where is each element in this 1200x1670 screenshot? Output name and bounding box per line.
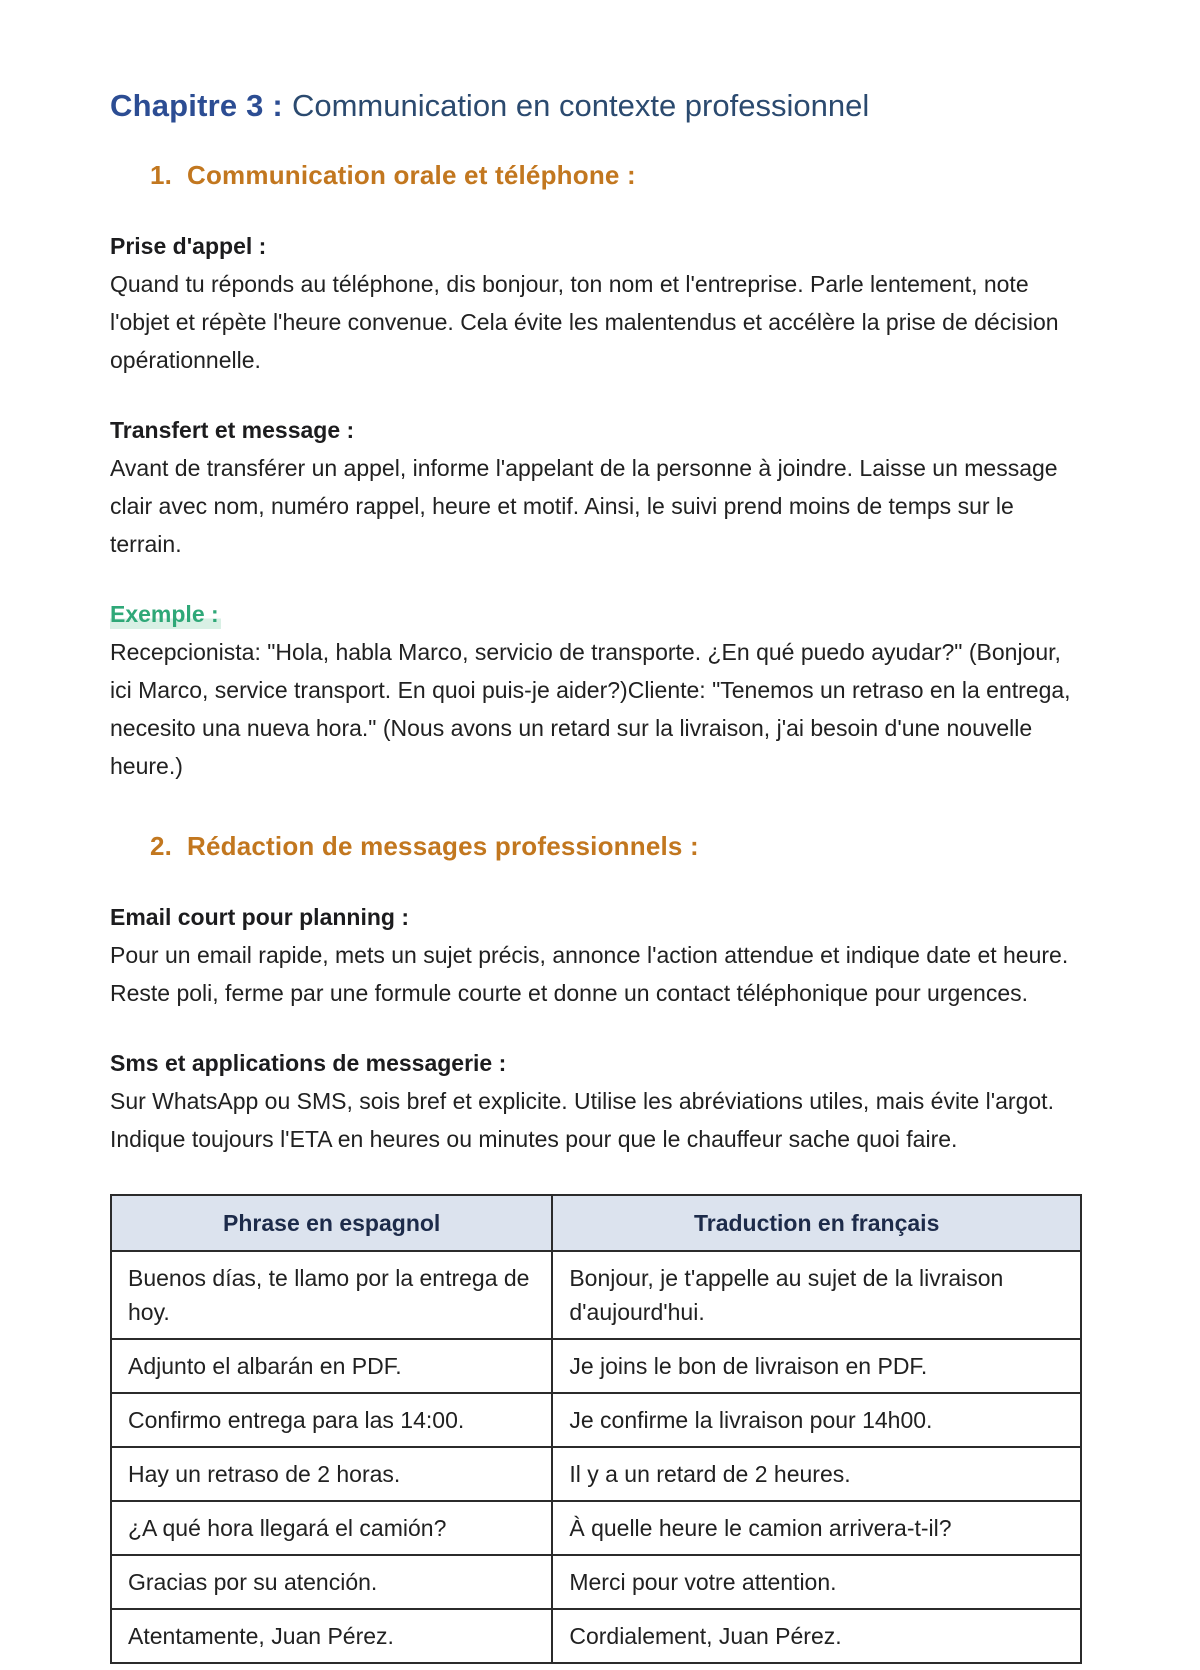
table-cell: Hay un retraso de 2 horas.	[111, 1447, 552, 1501]
table-row	[111, 1501, 1081, 1555]
sections-container	[110, 160, 1088, 1158]
table-row	[111, 1609, 1081, 1663]
table-cell: Atentamente, Juan Pérez.	[111, 1609, 552, 1663]
table-cell: Je joins le bon de livraison en PDF.	[552, 1339, 1081, 1393]
block-heading: Sms et applications de messagerie :	[110, 1050, 507, 1076]
block-heading: Email court pour planning :	[110, 904, 409, 930]
section-heading	[150, 160, 1088, 191]
block-heading: Transfert et message :	[110, 417, 355, 443]
example-label: Exemple :	[110, 601, 219, 627]
phrases-table	[110, 1194, 1082, 1664]
section-heading-text: Communication orale et téléphone :	[187, 160, 636, 190]
table-row	[111, 1251, 1081, 1339]
table-cell: Buenos días, te llamo por la entrega de hoy.	[111, 1251, 552, 1339]
paragraph: Recepcionista: "Hola, habla Marco, servicio de transporte. ¿En qué puedo ayudar?" (Bonjour, ici Marco, service transport. En quoi puis-je aider?)Cliente: "Tenemos un retraso en la entrega, necesito una nueva hora." (Nous avons un retard sur la livraison, j'ai besoin d'une nouvelle heure.)	[110, 639, 1071, 779]
page-title	[110, 86, 1088, 126]
paragraph: Sur WhatsApp ou SMS, sois bref et explicite. Utilise les abréviations utiles, mais évite l'argot. Indique toujours l'ETA en heures ou minutes pour que le chauffeur sache quoi faire.	[110, 1088, 1054, 1152]
table-cell: ¿A qué hora llegará el camión?	[111, 1501, 552, 1555]
paragraph: Pour un email rapide, mets un sujet précis, annonce l'action attendue et indique date et heure. Reste poli, ferme par une formule courte et donne un contact téléphonique pour urgences.	[110, 942, 1069, 1006]
section-heading	[150, 831, 1088, 862]
table-header-row	[111, 1195, 1081, 1251]
paragraph: Avant de transférer un appel, informe l'appelant de la personne à joindre. Laisse un message clair avec nom, numéro rappel, heure et motif. Ainsi, le suivi prend moins de temps sur le terrain.	[110, 455, 1058, 557]
chapter-title-text: Communication en contexte professionnel	[291, 88, 870, 123]
table-row	[111, 1393, 1081, 1447]
table-cell: Confirmo entrega para las 14:00.	[111, 1393, 552, 1447]
section-heading-text: Rédaction de messages professionnels :	[187, 831, 699, 861]
table-cell: Il y a un retard de 2 heures.	[552, 1447, 1081, 1501]
table-row	[111, 1339, 1081, 1393]
table-row	[111, 1447, 1081, 1501]
table-header-cell: Traduction en français	[552, 1195, 1081, 1251]
table-row	[111, 1555, 1081, 1609]
table-cell: Merci pour votre attention.	[552, 1555, 1081, 1609]
section-number: 1.	[150, 160, 173, 190]
block-heading: Prise d'appel :	[110, 233, 267, 259]
table-cell: Je confirme la livraison pour 14h00.	[552, 1393, 1081, 1447]
section-number: 2.	[150, 831, 173, 861]
table-cell: Cordialement, Juan Pérez.	[552, 1609, 1081, 1663]
table-cell: Gracias por su atención.	[111, 1555, 552, 1609]
paragraph: Quand tu réponds au téléphone, dis bonjour, ton nom et l'entreprise. Parle lentement, note l'objet et répète l'heure convenue. Cela évite les malentendus et accélère la prise de décision opérationnelle.	[110, 271, 1059, 373]
chapter-label: Chapitre 3 :	[110, 88, 283, 123]
example-heading	[110, 599, 1088, 629]
table-header-cell: Phrase en espagnol	[111, 1195, 552, 1251]
table-cell: Bonjour, je t'appelle au sujet de la livraison d'aujourd'hui.	[552, 1251, 1081, 1339]
table-cell: À quelle heure le camion arrivera-t-il?	[552, 1501, 1081, 1555]
table-cell: Adjunto el albarán en PDF.	[111, 1339, 552, 1393]
